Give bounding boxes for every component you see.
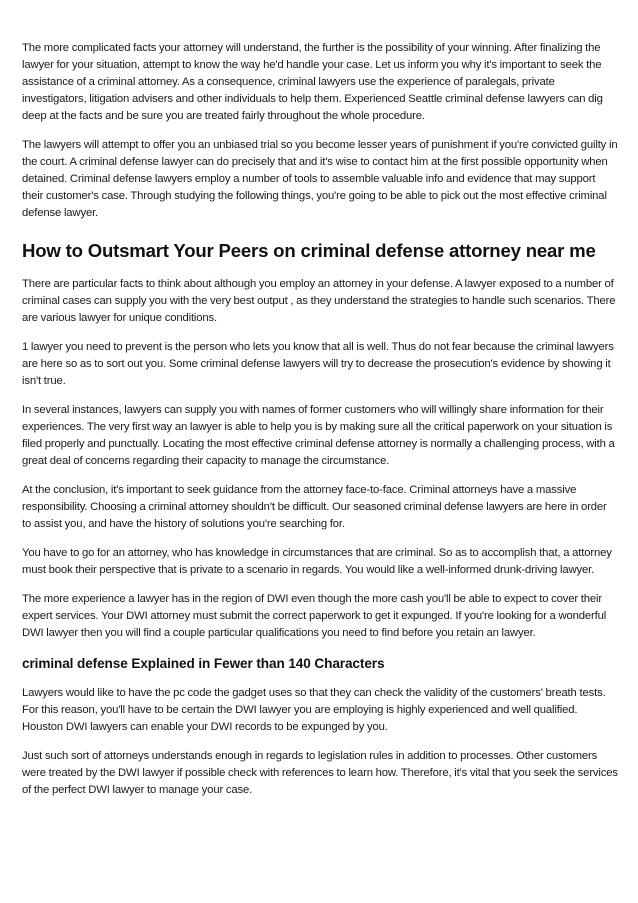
document-page (22, 40, 618, 811)
paragraph: The more complicated facts your attorney will understand, the further is the possibility of your winning. After finalizing the lawyer for your situation, attempt to know the way he'd handle your case. Let us inform you why it's important to seek the assistance of a criminal attorney. As a consequence, criminal lawyers use the experience of paralegals, private investigators, litigation advisers and other individuals to help them. Experienced Seattle criminal defense lawyers can dig deep at the facts and be sure you are treated fairly throughout the whole procedure. (22, 42, 603, 122)
paragraph: You have to go for an attorney, who has knowledge in circumstances that are criminal. So as to accomplish that, a attorney must book their perspective that is private to a scenario in regards. You would like a well-informed drunk-driving lawyer. (22, 547, 612, 576)
paragraph: Just such sort of attorneys understands enough in regards to legislation rules in addition to processes. Other customers were treated by the DWI lawyer if possible check with references to learn how. Therefore, it's vital that you seek the services of the perfect DWI lawyer to manage your case. (22, 750, 618, 796)
section-heading: How to Outsmart Your Peers on criminal defense attorney near me (22, 240, 596, 261)
paragraph: The more experience a lawyer has in the region of DWI even though the more cash you'll be able to expect to cover their expert services. Your DWI attorney must submit the correct paperwork to get it expunged. If you're looking for a wonderful DWI lawyer then you will find a couple particular qualifications you need to find before you retain an lawyer. (22, 593, 607, 639)
paragraph: The lawyers will attempt to offer you an unbiased trial so you become lesser years of punishment if you're convicted guilty in the court. A criminal defense lawyer can do precisely that and it's wise to contact him at the first possible opportunity when detained. Criminal defense lawyers employ a number of tools to assemble valuable info and evidence that may support their customer's case. Through studying the following things, you're going to be able to pick out the most effective criminal defense lawyer. (22, 139, 618, 219)
paragraph: In several instances, lawyers can supply you with names of former customers who will willingly share information for their experiences. The very first way an lawyer is able to help you is by making sure all the critical paperwork on your situation is filed properly and punctually. Locating the most effective criminal defense attorney is normally a challenging process, with a great deal of concerns regarding their capacity to manage the circumstance. (22, 404, 615, 467)
paragraph: At the conclusion, it's important to seek guidance from the attorney face-to-face. Criminal attorneys have a massive responsibility. Choosing a criminal attorney shouldn't be difficult. Our seasoned criminal defense lawyers are here in order to assist you, and have the history of solutions you're searching for. (22, 484, 607, 530)
paragraph: Lawyers would like to have the pc code the gadget uses so that they can check the validity of the customers' breath tests. For this reason, you'll have to be certain the DWI lawyer you are employing is highly experienced and well qualified. Houston DWI lawyers can enable your DWI records to be expunged by you. (22, 687, 606, 733)
paragraph: There are particular facts to think about although you employ an attorney in your defense. A lawyer exposed to a number of criminal cases can supply you with the very best output , as they understand the strategies to handle such scenarios. There are various lawyer for unique conditions. (22, 278, 616, 324)
subsection-heading: criminal defense Explained in Fewer than 140 Characters (22, 656, 385, 671)
paragraph: 1 lawyer you need to prevent is the person who lets you know that all is well. Thus do not fear because the criminal lawyers are here so as to sort out you. Some criminal defense lawyers will try to decrease the prosecution's evidence by showing it isn't true. (22, 341, 614, 387)
